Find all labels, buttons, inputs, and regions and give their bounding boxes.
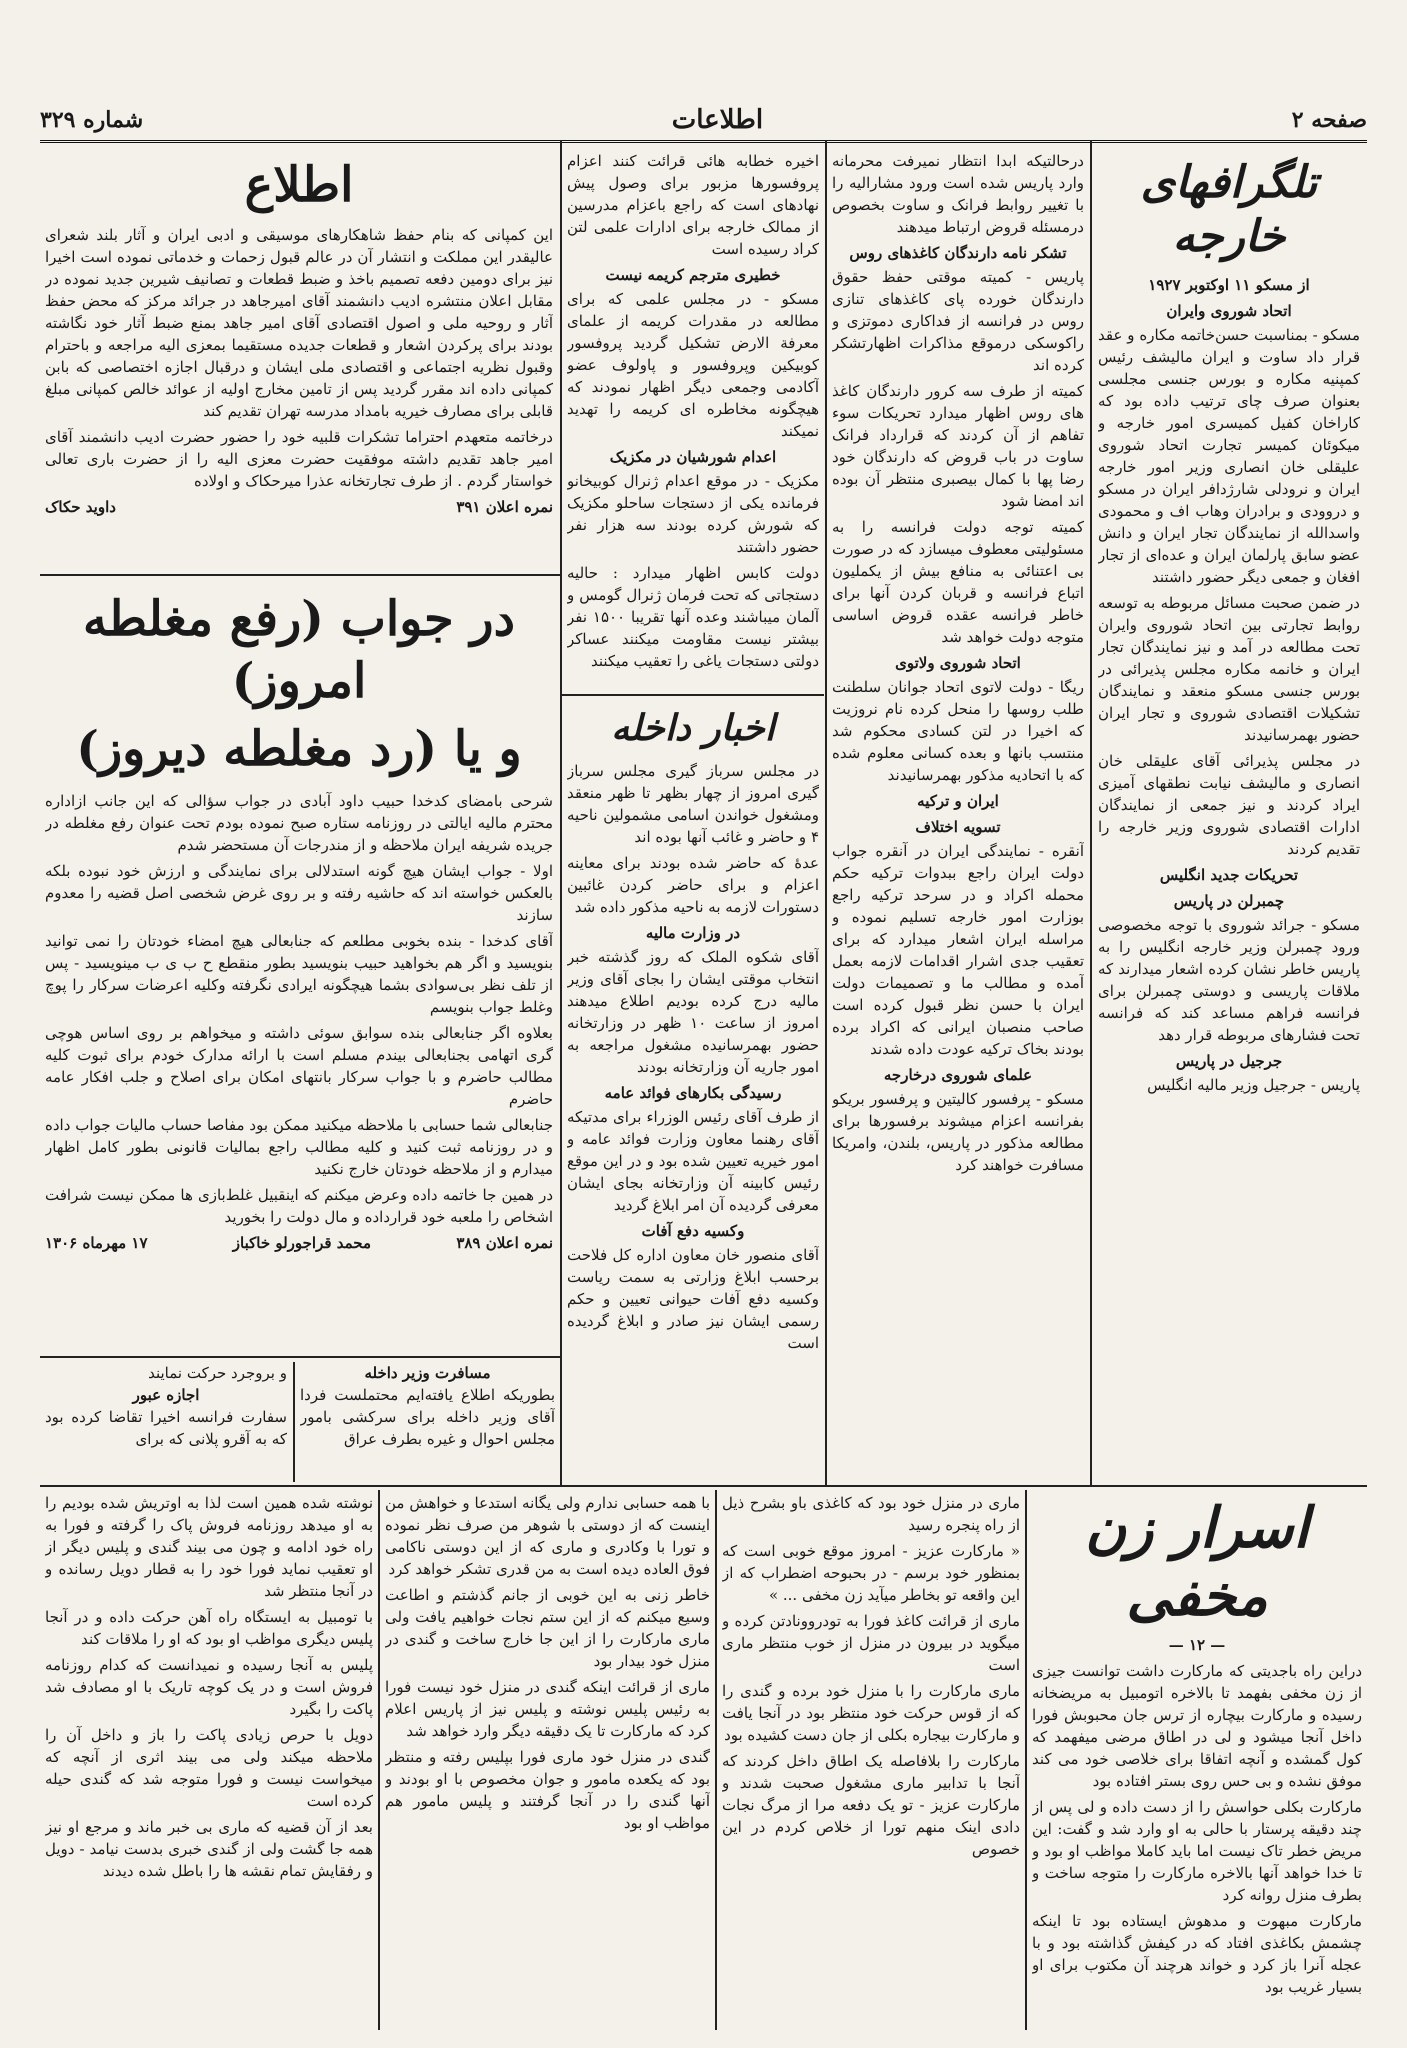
- reply-block: [45, 582, 553, 1352]
- telegrams-paragraph: در مجلس پذیرائی آقای علیقلی خان انصاری و مالیشف نیابت نطقهای آمیزی ایراد کردند و نیز جمعی از نمایندگان ادارات اقتصادی شوروی وزیر خارجه را تقدیم کردند: [1098, 752, 1360, 858]
- news-paragraph: کمیته از طرف سه کرور دارندگان کاغذ های روس اظهار میدارد تحریکات سوء تفاهم از آن کردند که قرارداد فرانک ساوت در باب قروض که دارندگان خود رضا پها با کمال بیصبری منتظر آن بوده اند امضا شود: [832, 382, 1084, 510]
- serial-number: — ۱۲ —: [1168, 1636, 1226, 1654]
- section-rule: [40, 1485, 1367, 1487]
- news-subheading: اتحاد شوروی ولاتوی: [895, 654, 1021, 672]
- news-subheading: تشکر نامه دارندگان کاغذهای روس: [849, 244, 1067, 262]
- news-subheading: تسویه اختلاف: [915, 818, 1001, 836]
- domestic-heading: اخبار داخله: [611, 707, 775, 749]
- reply-paragraph: در همین جا خاتمه داده وعرض میکنم که اینقبیل غلط‌بازی ها ممکن نیست شرافت اشخاص را ملعبه خود قرارداده و مال دولت را بخورید: [45, 1186, 553, 1226]
- news-subheading: اعدام شورشیان در مکزیک: [609, 448, 777, 466]
- permission-subheading: اجازه عبور: [132, 1386, 200, 1404]
- reply-signature: محمد قراجورلو خاکباز: [232, 1234, 372, 1252]
- reply-paragraph: شرحی بامضای کدخدا حبیب داود آبادی در جواب سؤالی که این جانب ازاداره محترم مالیه ایالتی در روزنامه ستاره صبح نموده بودم تحت عنوان رفع مغلطه در جریده شریفه ایران ملاحظه و از مندرجات آن مستحضر شدم: [45, 792, 553, 854]
- telegrams-paragraph: مسکو - بمناسبت حسن‌خاتمه مکاره و عقد قرار داد ساوت و ایران مالیشف رئیس کمپنیه مکاره و بورس جنسی مجلسی بعنوان صرف چای ترتیب داده بود که کاراخان کفیل کمیسری امور خارجه و میکوئان کمیسر تجارت اتحاد شوروی علیقلی خان انصاری وزیر امور خارجه ایران و نرودلی شارژدافر ایران در مسکو و دروودی و برادران وهاب اف و محمودی واسدالله از نمایندگان تجار ایران و دانش عضو سابق پارلمان ایران و عده‌ای از تجار افغان و جمعی دیگر حضور داشتند: [1098, 326, 1360, 586]
- news-paragraph: پاریس - کمیته موقتی حفظ حقوق دارندگان خورده پای کاغذهای تنازی روس در فرانسه از فداکاری دموتزی و راکوسکی درموقع مذاکرات اظهارتشکر کرده اند: [832, 268, 1084, 374]
- news-paragraph: مسکو - در مجلس علمی که برای مطالعه در مقدرات کریمه از علمای معرفة الارض تشکیل گردید پروفسور کوبیکین وپروفسور و پاولوف عضو آکادمی وجمعی دیگر اظهار نمودند که هیچگونه مخاطره ای کریمه را تهدید نمیکند: [567, 290, 819, 440]
- page-number: صفحه ۲: [1291, 107, 1367, 133]
- minister-trip-paragraph: بطوریکه اطلاع یافته‌ایم محتملست فردا آقای وزیر داخله برای سرکشی بامور مجلس احوال و غیره بطرف عراق: [300, 1386, 555, 1448]
- permission-paragraph: و بروجرد حرکت نمایند: [148, 1364, 287, 1382]
- column-rule: [560, 140, 562, 1485]
- news-paragraph: آقای منصور خان معاون اداره کل فلاحت برحسب ابلاغ وزارتی به سمت ریاست وکسیه دفع آفات حیوانی تعیین و حکم رسمی ایشان نیز صادر و ابلاغ گردیده است: [567, 1246, 819, 1352]
- column-rule: [715, 1490, 717, 2030]
- serial-column-1: [1032, 1492, 1362, 2027]
- news-paragraph: مکزیک - در موقع اعدام ژنرال کوبیخانو فرمانده یکی از دستجات ساحلو مکزیک که شورش کرده بودند سه هزار نفر حضور داشتند: [567, 472, 819, 556]
- telegrams-column: [1098, 150, 1360, 1480]
- serial-paragraph: گندی در منزل خود ماری فورا بپلیس رفته و منتظر بود که یکعده مامور و جوان مخصوص با او بودند و آنها گندی را در آنجا گرفتند و پلیس مامور هم مواظب او بود: [385, 1748, 710, 1832]
- notice-paragraph: این کمپانی که بنام حفظ شاهکارهای موسیقی و ادبی ایران و آثار بلند شعرای عالیقدر این مملکت و انتشار آن در عالم قبول زحمات و خدماتی نموده است اخیرا نیز برای دومین دفعه تصمیم باخذ و ضبط قطعات و تصانیف شیرین جدید نموده در مقابل اعلان منتشره ادیب دانشمند آقای امیرجاهد در جرائد مرکز که محض حفظ آثار و روحیه ملی و اصول اقتصادی آقای امیر جاهد بمنع ضبط آثار خود نگاشته بودند برای پرکردن اشعار و قطعات جدیده مستقیما بمعزی الیه مراجعه و باحترام وقبول نظریه اجتماعی و اقتصادی ملی ایشان و درقبال اجازه اختصاصی که بابن کمپانی داده اند مقرر گردید پس از تامین مخارج اولیه از عوائد خالص کمپانی مبلغ قابلی برای مصارف خیریه بامداد مدرسه تهران تقدیم کند: [45, 226, 553, 420]
- reply-paragraph: اولا - جواب ایشان هیچ گونه استدلالی برای نمایندگی و ارزش خود نبوده بلکه بالعکس خواسته اند که حاشیه رفته و بر روی غرض شخصی اصل قضیه را معدوم سازند: [45, 862, 553, 924]
- news-paragraph: اخیره خطابه هائی قرائت کنند اعزام پروفسورها مزبور برای وصول پیش نهادهای است که راجع باعزام مدرسین از ممالک خارجه برای ادارات علمی لتن کراد رسیده است: [567, 152, 819, 258]
- permission-block: [45, 1362, 287, 1480]
- serial-paragraph: مارکارت بکلی حواسش را از دست داده و لی پس از چند دقیقه پرستار با حالی به او وارد شد و گفت: این مریض خطر تاک نیست اما باید کاملا مواظب او بود و تا خدا خواهد آنها بالاخره مارکارت را متوجه ساخت و بطرف منزل روانه کرد: [1032, 1798, 1362, 1904]
- persia-news-column: [567, 150, 819, 690]
- telegrams-subheading: اتحاد شوروی وایران: [1166, 302, 1292, 320]
- column-rule: [825, 140, 827, 1485]
- serial-paragraph: بعد از آن قضیه که ماری بی خبر ماند و مرجع او نیز همه جا گشت ولی از گندی خبری بدست نیامد - دویل و رفقایش تمام نقشه ها را باطل شده دیدند: [45, 1818, 373, 1880]
- news-paragraph: آنقره - نمایندگی ایران در آنقره جواب دولت ایران راجع ببدوات ترکیه حکم محمله اکراد و در سرحد ترکیه راجع بوزارت امور خارجه تسلیم نموده و مراسله ایران اشعار میدارد که برای تعقیب جدی اشرار اقدامات لازمه بعمل آمده و مطالب ما و تصمیمات دولت ایران با حسن نظر قبول کرده است صاحب منصبان ایرانی که اکراد برده بودند بخاک ترکیه عودت داده شدند: [832, 842, 1084, 1058]
- serial-column-2: [722, 1492, 1020, 2027]
- column-rule: [378, 1490, 380, 2030]
- news-paragraph: مسکو - پرفسور کالیتین و پرفسور بریکو بفرانسه اعزام میشوند برفسورها برای مطالعه مذکور در پاریس، بلندن، وامریکا مسافرت خواهند کرد: [832, 1090, 1084, 1174]
- serial-paragraph: ماری از قرائت اینکه گندی در منزل خود نیست فورا به رئیس پلیس نوشته و پلیس نیز از پاریس اعلام کرد که مارکارت تا یک دقیقه دیگر وارد خواهد شد: [385, 1678, 710, 1740]
- news-paragraph: کمیته توجه دولت فرانسه را به مسئولیتی معطوف میسازد که در صورت بی اعتنائی به منافع بیش از یکملیون اتباع فرانسه و قربان کردن آنها برای خاطر فرانسه عقده قروض اساسی متوجه دولت خواهد شد: [832, 518, 1084, 646]
- news-subheading: رسیدگی بکارهای فوائد عامه: [604, 1084, 782, 1102]
- news-subheading: علمای شوروی درخارجه: [883, 1066, 1033, 1084]
- telegrams-dateline: از مسکو ۱۱ اوکتوبر ۱۹۲۷: [1148, 276, 1310, 294]
- news-subheading: خطیری مترجم کریمه نیست: [605, 266, 781, 284]
- news-paragraph: از طرف آقای رئیس الوزراء برای مدتیکه آقای رهنما معاون وزارت فوائد عامه و امور خیریه تعیین شده بود و در این موقع رئیس کابینه آن وزارتخانه بجای ایشان معرفی گردیده آن امر ابلاغ گردید: [567, 1108, 819, 1214]
- reply-heading-line2: و یا (رد مغلطه دیروز): [76, 721, 522, 777]
- notice-signature: داوید حکاک: [45, 498, 116, 516]
- news-paragraph: ریگا - دولت لاتوی اتحاد جوانان سلطنت طلب روسها را منحل کرده نام نروزیت که اخیرا در لتن کسادی محکوم شد منتسب بانها و بعده کسانی معلوم شده که با اتحادیه مذکور بهمرسانیدند: [832, 678, 1084, 784]
- minister-trip-title: مسافرت وزیر داخله: [364, 1364, 491, 1382]
- notice-paragraph: درخاتمه متعهدم احتراما تشکرات قلبیه خود را حضور حضرت ادیب دانشمند آقای امیر جاهد تقدیم داشته موفقیت حضرت معزی الیه را از حضرت باری تعالی خواستار گردم . از طرف تجارتخانه عذرا میرحکاک و اولاده: [45, 428, 553, 490]
- serial-paragraph: نوشته شده همین است لذا به اوتریش شده بودیم را به او میدهد روزنامه فروش پاک را گرفته و فورا به راه خود ادامه و چون می بیند گندی و پلیس دیگر از او تعقیب نماید فورا خود را به قطار دویل رسانده و در آنجا منتظر شد: [45, 1494, 373, 1600]
- notice-heading: اطلاع: [244, 157, 354, 213]
- serial-paragraph: ماری مارکارت را با منزل خود برده و گندی را که از قوس حرکت خود منتظر بود در آنجا یافت و مارکارت بیجاره بکلی از جان دست کشیده بود: [722, 1682, 1020, 1744]
- reply-paragraph: جنابعالی شما حسابی با ملاحظه میکنید ممکن بود مفاصا حساب مالیات جواب داده و در روزنامه ثبت کنید و کلیه مطالب راجع بمالیات قانونی بطور کامل اظهار میدارم و از ملاحظه خودتان خارج نکنید: [45, 1116, 553, 1178]
- serial-paragraph: دراین راه باجدیتی که مارکارت داشت توانست جیزی از زن مخفی بفهمد تا بالاخره اتومبیل به مریضخانه رسیده و مارکارت بیچاره از ترس جان محبوبش فورا داخل آنجا میشود و لی در اطاق مرضی میفهمد که کول گمشده و آنچه اتفاقا برای خلاصی خود می کند موفق نشده و بی حس روی بستر افتاده بود: [1032, 1662, 1362, 1790]
- serial-column-4: [45, 1492, 373, 2027]
- serial-paragraph: خاطر زنی به این خوبی از جانم گذشتم و اطاعت وسیع میکنم که از این ستم نجات خواهیم یافت ولی ماری مارکارت را از این جا خارج ساخت و گندی در منزل خود بیدار بود: [385, 1586, 710, 1670]
- serial-heading: اسرار زن مخفی: [1085, 1495, 1309, 1629]
- serial-paragraph: با همه حسابی ندارم ولی یگانه استدعا و خواهش من اینست که از دوستی با شوهر من صرف نظر نموده و تورا با وکادری و ماری که از این دوستی ناکامی فوق العاده دیده است به من قدری تشکر خواهد کرد: [385, 1494, 710, 1578]
- serial-paragraph: ماری از قرائت کاغذ فورا به تودروونادتن کرده و میگوید در بیرون در منزل از خوب منتظر ماری است: [722, 1612, 1020, 1674]
- column-rule: [1090, 140, 1092, 1485]
- permission-paragraph: سفارت فرانسه اخیرا تقاضا کرده بود که به آقرو پلانی که برای: [45, 1408, 287, 1448]
- notice-block: [45, 150, 553, 570]
- serial-paragraph: مارکارت را بلافاصله یک اطاق داخل کردند که آنجا با تدابیر ماری مشغول صحبت شدند و مارکارت عزیز - تو یک دفعه مرا از مرگ نجات دادی اینک منهم تورا از خلاص کردم در این خصوص: [722, 1752, 1020, 1858]
- serial-paragraph: با تومبیل به ایستگاه راه آهن حرکت داده و در آنجا پلیس دیگری مواظب او بود که او را ملاقات کند: [45, 1608, 373, 1648]
- telegrams-subheading: تحریکات جدید انگلیس: [1159, 866, 1299, 884]
- section-rule: [40, 574, 560, 576]
- foreign-news-column: [832, 150, 1084, 1480]
- telegrams-heading: تلگرافهای خارجه: [1140, 157, 1318, 262]
- section-rule: [562, 694, 824, 696]
- reply-heading-line1: در جواب (رفع مغلطه امروز): [83, 591, 515, 709]
- news-subheading: در وزارت مالیه: [645, 924, 741, 942]
- news-subheading: ایران و ترکیه: [917, 792, 999, 810]
- serial-column-3: [385, 1492, 710, 2027]
- newspaper-title: اطلاعات: [671, 105, 764, 135]
- masthead: [40, 100, 1367, 143]
- serial-paragraph: ماری در منزل خود بود که کاغذی باو بشرح ذیل از راه پنجره رسید: [722, 1494, 1020, 1534]
- serial-paragraph: مارکارت مبهوت و مدهوش ایستاده بود تا اینکه چشمش بکاغذی افتاد که در کیفش گذاشته بود و با عجله آنرا باز کرد و خواند هرچند آن مکتوب برای او بسیار غریب بود: [1032, 1912, 1362, 1996]
- issue-number: شماره ۳۲۹: [40, 107, 144, 133]
- news-subheading: وکسیه دفع آفات: [641, 1222, 745, 1240]
- telegrams-subheading: چمبرلن در پاریس: [1173, 892, 1285, 910]
- news-paragraph: در مجلس سرباز گیری مجلس سرباز گیری امروز از چهار بظهر تا ظهر منعقد ومشغول خواندن اسامی مشمولین ناحیه ۴ و حاضر و غائب آنها بوده اند: [567, 762, 819, 846]
- news-paragraph: درحالتیکه ابدا انتظار نمیرفت محرمانه وارد پاریس شده است ورود مشارالیه را با تغییر روابط فرانک و ساوت بخصوص درمسئله قروض ارتباط میدهند: [832, 152, 1084, 236]
- notice-number: نمره اعلان ۳۹۱: [456, 498, 553, 516]
- news-paragraph: آقای شکوه الملک که روز گذشته خبر انتخاب موقتی ایشان را بجای آقای وزیر مالیه درج کرده بودیم اطلاع میدهند امروز از ساعت ۱۰ ظهر در وزارتخانه حضور بهمرسانیده مشغول مراجعه به امور جاریه آن وزارتخانه بودند: [567, 948, 819, 1076]
- reply-paragraph: آقای کدخدا - بنده بخوبی مطلعم که جنابعالی هیچ امضاء خودتان را نمی توانید بنویسید و اگر هم بخواهید حبیب بنویسید بطور منقطع ح ب ی ب مینویسید - پس از تلف نظر بی‌سوادی بشما هیچگونه ایرادی نگرفته وکلیه اعرضات سرکار را پوچ وغلط جواب بنویسم: [45, 932, 553, 1016]
- serial-paragraph: دویل با حرص زیادی پاکت را باز و داخل آن را ملاحظه میکند ولی می بیند اثری از آنچه که میخواست نیست و فورا متوجه شد که گندی حیله کرده است: [45, 1726, 373, 1810]
- serial-paragraph: « مارکارت عزیز - امروز موقع خوبی است که بمنظور خود برسم - در بحبوحه اضطراب که از این واقعه تو بخاطر میآید زن مخفی ... »: [722, 1542, 1020, 1604]
- section-rule: [40, 1356, 560, 1358]
- reply-notice-number: نمره اعلان ۳۸۹: [456, 1234, 553, 1252]
- serial-paragraph: پلیس به آنجا رسیده و نمیدانست که کدام روزنامه فروش است و در یک کوچه تاریک با او مصادف شد پاکت را بگیرد: [45, 1656, 373, 1718]
- reply-paragraph: بعلاوه اگر جنابعالی بنده سوابق سوئی داشته و میخواهم بر روی اساس هوچی گری اتهامی بجنابعالی بیندم مسلم است با ارائه مدارک خودم برای ثبوت کلیه مطالب حاضرم و با جواب سرکار بانتهای امکان برای اصلاح و جلب افکار عامه حاضرم: [45, 1024, 553, 1108]
- minister-trip-block: [300, 1362, 555, 1480]
- telegrams-paragraph: مسکو - جرائد شوروی با توجه مخصوصی ورود چمبرلن وزیر خارجه انگلیس را به پاریس خاطر نشان کرده اشعار میدارند که ملاقات پاریسی و دوستی چمبرلن برای فرانسه فراهم مساعد کند که فرانسه تحت فشارهای مربوطه قرار دهد: [1098, 916, 1360, 1044]
- column-rule: [293, 1362, 295, 1482]
- telegrams-paragraph: در ضمن صحبت مسائل مربوطه به توسعه روابط تجارتی بین اتحاد شوروی وایران تحت مطالعه در آمد و نیز نمایندگان تجار ایران و خانمه مکاره مجلس پذیرائی در بورس جنسی مسکو منعقد و نمایندگان تشکیلات اقتصادی شوروی و تجار ایران حضور بهمرسانیدند: [1098, 594, 1360, 744]
- telegrams-paragraph: پاریس - جرجیل وزیر مالیه انگلیس: [1147, 1076, 1360, 1094]
- news-paragraph: دولت کابس اظهار میدارد : حالیه دستجاتی که تحت فرمان ژنرال گومس و آلمان میباشند وعده آنها تقریبا ۱۵۰۰ نفر بیشتر نیست مقاومت میکنند عساکر دولتی دستجات یاغی را تعقیب میکنند: [567, 564, 819, 670]
- telegrams-subheading: جرجیل در پاریس: [1175, 1052, 1283, 1070]
- domestic-news-column: [567, 700, 819, 1400]
- reply-date: ۱۷ مهرماه ۱۳۰۶: [45, 1234, 148, 1252]
- column-rule: [1025, 1490, 1027, 2030]
- news-paragraph: عدهٔ که حاضر شده بودند برای معاینه اعزام و برای حاضر کردن غائبین دستورات لازمه به ناحیه مذکور داده شد: [567, 854, 819, 916]
